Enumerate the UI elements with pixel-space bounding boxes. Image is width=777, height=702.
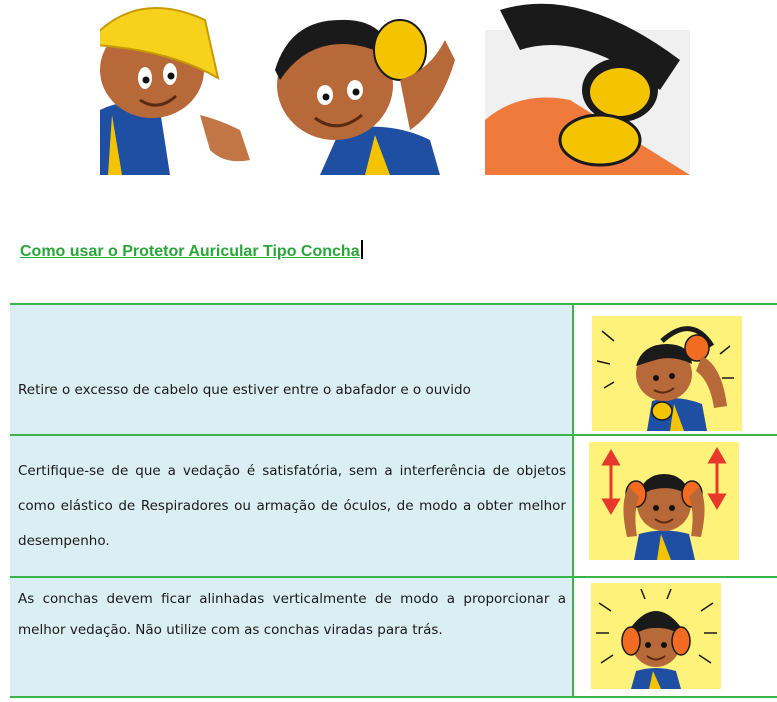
- boy-removing-hair-illustration: [592, 316, 742, 431]
- boy-wearing-earmuffs-illustration: [591, 583, 721, 689]
- banner-illustration: [100, 0, 690, 175]
- page-title[interactable]: Como usar o Protetor Auricular Tipo Concha: [20, 240, 363, 261]
- step-image-cell: [574, 305, 777, 434]
- helmet-boy-illustration: [100, 8, 250, 175]
- earmuff-closeup-illustration: [485, 4, 690, 175]
- step-image-cell: [574, 578, 777, 696]
- step-text: Retire o excesso de cabelo que estiver entre o abafador e o ouvido: [10, 305, 574, 434]
- earmuff-boy-illustration: [275, 20, 455, 175]
- table-row: [10, 436, 777, 578]
- step-text: Certifique-se de que a vedação é satisfatória, sem a interferência de objetos como elástico de Respiradores ou armação de óculos, de modo a obter melhor desempenho.: [10, 436, 574, 576]
- table-row: [10, 305, 777, 436]
- step-image-cell: [574, 436, 777, 576]
- instructions-table: [10, 303, 777, 698]
- table-row: [10, 578, 777, 698]
- boy-adjusting-earmuffs-illustration: [589, 442, 739, 560]
- step-text: As conchas devem ficar alinhadas verticalmente de modo a proporcionar a melhor vedação. Não utilize com as conchas viradas para trás.: [10, 578, 574, 696]
- text-cursor: [361, 240, 363, 259]
